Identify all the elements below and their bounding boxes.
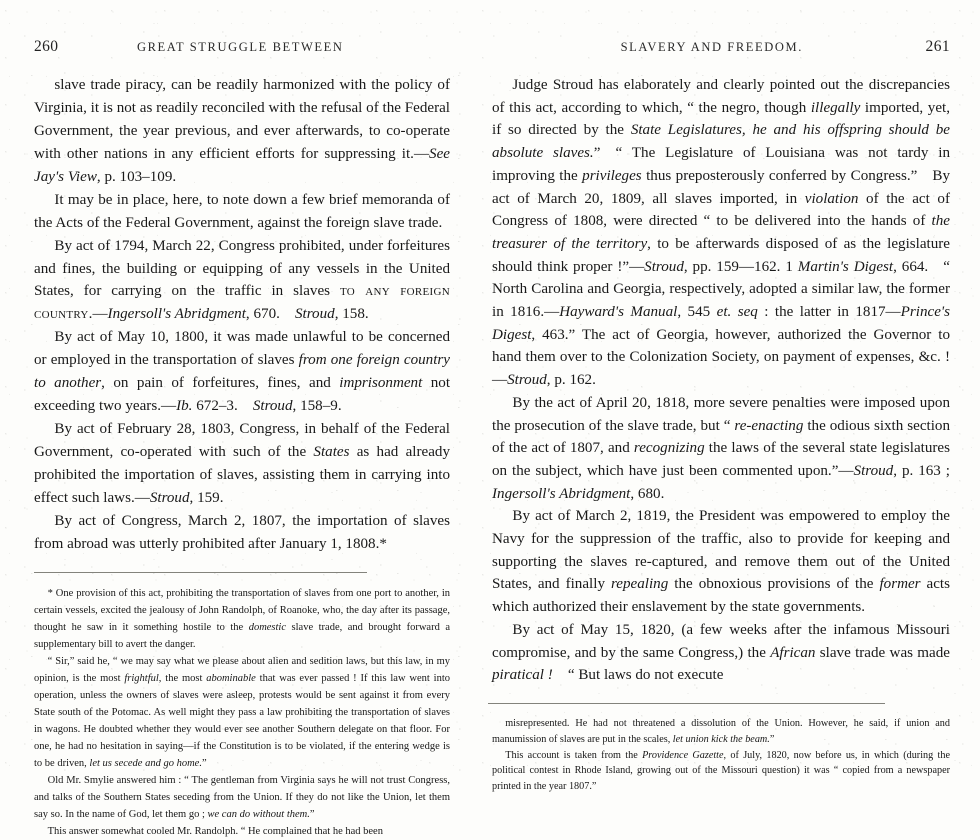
text-run: , 158. — [334, 306, 369, 323]
italic-run: et. seq — [716, 304, 758, 321]
italic-run: Ib. — [176, 398, 193, 415]
text-run: , 158–9. — [292, 398, 342, 415]
text-run: ” — [309, 808, 315, 820]
text-run: imported, yet, if so directed by the — [492, 99, 951, 139]
paragraph — [34, 585, 450, 653]
text-run: By the act of April 20, 1818, more severe penalties were imposed upon the prosecution of the slave trade, but “ — [492, 394, 950, 434]
text-run: This account is taken from the — [505, 749, 643, 761]
text-run: that was ever passed ! If this law went into operation, unless the owners of slaves were asleep, protests would be sent against it from every State south of the Potomac. As well might they pass a law prohibiting the transportation of slaves in wagons. He doubted whether they would ever see another Southern delegate on that floor. For one, he had no hesitation in saying—if the Constitution is to be violated, if the entering wedge is to be driven, — [34, 672, 450, 769]
italic-run: privileges — [582, 167, 642, 184]
text-run: , p. 103–109. — [96, 168, 177, 185]
page-number-right: 261 — [925, 38, 950, 55]
running-head-title-left: GREAT STRUGGLE BETWEEN — [136, 40, 344, 54]
footnote-rule-right — [488, 703, 885, 704]
text-run: slave trade, and brought forward a supplementary bill to avert the danger. — [34, 621, 450, 650]
text-run: , 545 — [677, 304, 717, 321]
italic-run: African — [770, 644, 816, 661]
italic-run: Hayward's Manual — [559, 304, 678, 321]
text-run: : the latter in 1817— — [757, 304, 901, 321]
text-run: acts which authorized their enslavement by the state governments. — [492, 576, 950, 616]
italic-run: Stroud — [644, 258, 684, 275]
footnote-left — [34, 585, 450, 840]
text-run: ” — [201, 757, 207, 769]
text-run: .— — [88, 306, 108, 323]
text-run: as had already prohibited the importation of slaves, assisting them in carrying into effect such laws.— — [34, 444, 450, 506]
text-run: * One provision of this act, prohibiting the transportation of slaves from one port to another, in certain vessels, excited the jealousy of John Randolph, of Roanoke, who, the day after its passage, thought he saw in it something hostile to the — [34, 587, 450, 633]
text-run: , to be afterwards disposed of as the legislature should think proper !”— — [492, 235, 950, 275]
italic-run: Prince's Digest — [492, 304, 950, 343]
italic-run: illegally — [810, 99, 861, 116]
paragraph — [492, 748, 950, 795]
text-run: slave trade was made — [815, 644, 950, 661]
italic-run: the treasurer of the territory — [492, 213, 950, 252]
text-run: “ But laws do not execute — [552, 667, 724, 684]
text-run: By act of May 10, 1800, it was made unlawful to be concerned or employed in the transportation of slaves — [34, 329, 450, 369]
text-run: “ Sir,” said he, “ we may say what we please about alien and sedition laws, but this law, in my opinion, is the most — [34, 655, 450, 684]
italic-run: Stroud — [507, 372, 547, 389]
text-run: ” “ The Legislature of Louisiana was not tardy in improving the — [492, 145, 950, 184]
body-text-right — [492, 74, 950, 687]
text-run: By act of March 2, 1819, the President was empowered to employ the Navy for the suppression of the traffic, also to provide for keeping and supporting the slaves re-captured, and remove them out of the United States, and finally — [492, 508, 950, 593]
running-head-left — [34, 38, 450, 60]
text-run: the obnoxious provisions of the — [668, 576, 880, 593]
text-run: It may be in place, here, to note down a few brief memoranda of the Acts of the Federal Government, against the foreign slave trade. — [34, 191, 450, 231]
text-run: thus preposterously conferred by Congress.” By act of March 20, 1809, all slaves imported, in — [492, 167, 950, 207]
text-run: , the most — [158, 672, 207, 684]
italic-run: Stroud — [149, 489, 190, 506]
italic-run: State Legislatures, he and his offspring should be absolute slaves. — [492, 122, 950, 162]
paragraph — [34, 235, 450, 327]
text-run: By act of 1794, March 22, Congress prohibited, under forfeitures and fines, the building or equipping of any vessels in the United States, for carrying on the traffic in slaves — [34, 237, 450, 300]
text-run: By act of May 15, 1820, (a few weeks after the infamous Missouri compromise, and by the same Congress,) the — [492, 621, 950, 661]
text-run: By act of Congress, March 2, 1807, the importation of slaves from abroad was utterly prohibited after January 1, 1808.* — [34, 512, 450, 552]
italic-run: States — [313, 444, 350, 460]
paragraph — [34, 418, 450, 510]
text-run: , 680. — [630, 485, 665, 502]
text-run: the laws of the several state legislatures on the subject, which have just been commented upon.”— — [492, 440, 951, 479]
footnote-right — [492, 716, 950, 795]
italic-run: Ingersoll's Abridgment — [492, 485, 631, 502]
text-run: , on pain of forfeitures, fines, and — [101, 375, 340, 392]
page-right — [478, 0, 980, 793]
text-run: slave trade piracy, can be readily harmonized with the policy of Virginia, it is not as readily reconciled with the refusal of the Federal Government, the year previous, and ever afterwards, to co-operate with other nations in any efficient efforts for suppressing it.— — [34, 77, 450, 162]
text-run: ” — [769, 733, 775, 745]
text-run: , p. 163 ; — [893, 462, 950, 479]
text-run: , 159. — [189, 489, 224, 506]
paragraph — [34, 74, 450, 189]
text-run: , of July, 1820, now before us, in which (during the political contest in Rhode Island, growing out of the Missouri question) it was “ copied from a newspaper printed in the year 1807.” — [492, 749, 950, 793]
text-run: Judge Stroud has elaborately and clearly pointed out the discrepancies of this act, according to which, “ the negro, though — [492, 77, 950, 116]
paragraph — [492, 505, 950, 619]
text-run: 672–3. — [192, 398, 253, 415]
body-text-left — [34, 74, 450, 556]
paragraph — [492, 716, 950, 748]
italic-run: re-enacting — [734, 417, 804, 434]
text-run: , 670. — [245, 306, 295, 323]
text-run: not exceeding two years.— — [34, 375, 451, 415]
paragraph — [34, 189, 450, 235]
text-run: of the act of Congress of 1808, were directed “ to be delivered into the hands of — [492, 190, 950, 230]
italic-run: let union kick the beam. — [672, 733, 770, 745]
running-head-right — [488, 38, 950, 60]
text-run: Old Mr. Smylie answered him : “ The gentleman from Virginia says he will not trust Congress, and talks of the Southern States seceding from the Union. If they do not like the Union, let them say so. In the name of God, let them go ; — [34, 774, 450, 820]
text-run: misrepresented. He had not threatened a dissolution of the Union. However, he said, if union and manumission of slaves are put in the scales, — [492, 717, 950, 745]
italic-run: Stroud — [252, 398, 293, 415]
italic-run: violation — [804, 190, 859, 207]
paragraph — [492, 74, 950, 392]
text-run: This answer somewhat cooled Mr. Randolph. “ He complained that he had been — [47, 825, 383, 837]
italic-run: from one foreign country to another — [34, 352, 450, 392]
text-run: , pp. 159—162. 1 — [683, 258, 798, 275]
italic-run: Stroud — [294, 306, 335, 323]
italic-run: abominable — [206, 672, 256, 684]
text-run: By act of February 28, 1803, Congress, in behalf of the Federal Government, co-operated with such of the — [34, 421, 450, 460]
paragraph — [34, 510, 450, 556]
text-run: , 463.” The act of Georgia, however, authorized the Governor to hand them over to the Colonization Society, on payment of expenses, &c. !— — [492, 326, 950, 389]
paragraph — [34, 772, 450, 823]
italic-run: repealing — [610, 576, 669, 593]
text-run: , p. 162. — [546, 372, 596, 389]
italic-run: Providence Gazette — [642, 749, 724, 761]
text-run: the odious sixth section of the act of 1807, and — [492, 417, 950, 457]
paragraph — [34, 326, 450, 418]
italic-run: piratical ! — [492, 667, 553, 684]
text-run: , 664. “ North Carolina and Georgia, respectively, adopted a similar law, the former in 1816.— — [492, 258, 950, 321]
italic-run: recognizing — [633, 440, 705, 457]
italic-run: we can do without them. — [207, 808, 310, 820]
italic-run: frightful — [124, 672, 159, 684]
paragraph — [34, 823, 450, 840]
running-head-title-right: SLAVERY AND FREEDOM. — [620, 40, 803, 54]
italic-run: See Jay's View — [34, 145, 450, 185]
italic-run: former — [879, 576, 921, 593]
italic-run: let us secede and go home. — [89, 757, 202, 769]
page-number-left: 260 — [34, 38, 59, 55]
page-left — [0, 0, 478, 837]
italic-run: Ingersoll's Abridgment — [107, 306, 246, 323]
italic-run: domestic — [248, 621, 287, 633]
paragraph — [34, 653, 450, 772]
italic-run: Martin's Digest — [797, 258, 894, 275]
paragraph — [492, 619, 950, 687]
footnote-rule-left — [34, 572, 367, 573]
italic-run: Stroud — [853, 462, 894, 479]
italic-run: imprisonment — [339, 375, 423, 392]
small-caps-run: to any foreign country — [34, 283, 450, 323]
paragraph — [492, 392, 950, 506]
